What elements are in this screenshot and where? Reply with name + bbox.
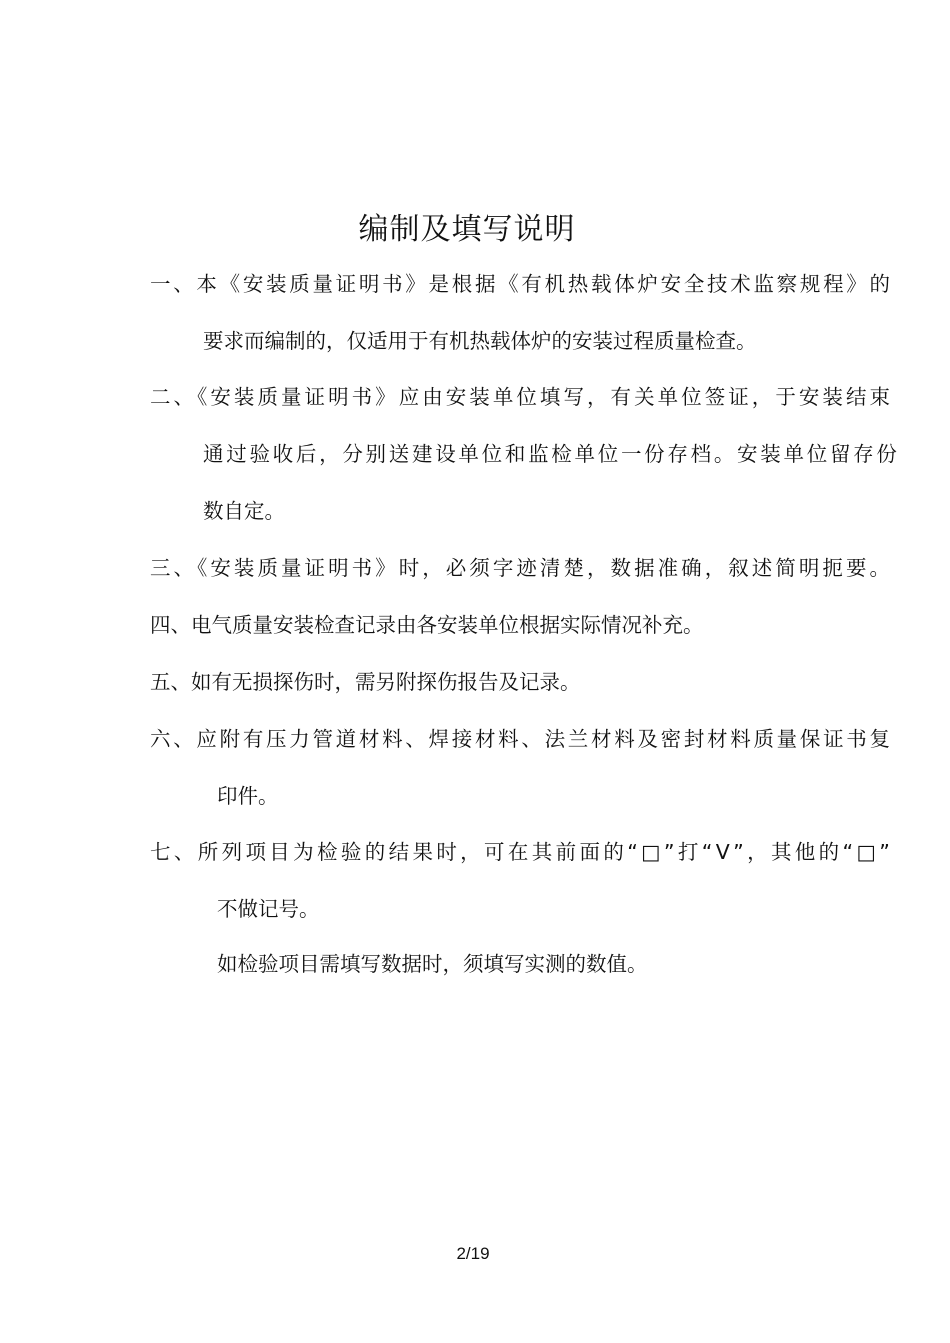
instruction-line-1-continuation: 要求而编制的，仅适用于有机热载体炉的安装过程质量检查。 <box>203 329 757 353</box>
page-number: 2/19 <box>456 1244 490 1263</box>
instruction-line-4: 四、电气质量安装检查记录由各安装单位根据实际情况补充。 <box>150 613 704 637</box>
instruction-line-7-continuation: 不做记号。 <box>217 897 320 921</box>
instruction-line-7-note: 如检验项目需填写数据时，须填写实测的数值。 <box>217 952 648 976</box>
instruction-line-5: 五、如有无损探伤时，需另附探伤报告及记录。 <box>150 670 581 694</box>
instruction-line-1: 一、本《安装质量证明书》是根据《有机热载体炉安全技术监察规程》的 <box>150 272 893 296</box>
instruction-line-3: 三、《安装质量证明书》时，必须字迹清楚，数据准确，叙述简明扼要。 <box>150 556 894 580</box>
instruction-line-6-continuation: 印件。 <box>217 784 279 808</box>
instruction-line-2: 二、《安装质量证明书》应由安装单位填写，有关单位签证，于安装结束 <box>150 385 894 409</box>
instruction-line-6: 六、应附有压力管道材料、焊接材料、法兰材料及密封材料质量保证书复 <box>150 727 893 751</box>
instruction-line-2-continuation-2: 数自定。 <box>203 499 285 523</box>
document-title: 编制及填写说明 <box>358 212 576 247</box>
instruction-line-7: 七、所列项目为检验的结果时，可在其前面的“□”打“V”，其他的“□” <box>150 840 894 864</box>
instruction-line-2-continuation: 通过验收后，分别送建设单位和监检单位一份存档。安装单位留存份 <box>203 442 900 466</box>
